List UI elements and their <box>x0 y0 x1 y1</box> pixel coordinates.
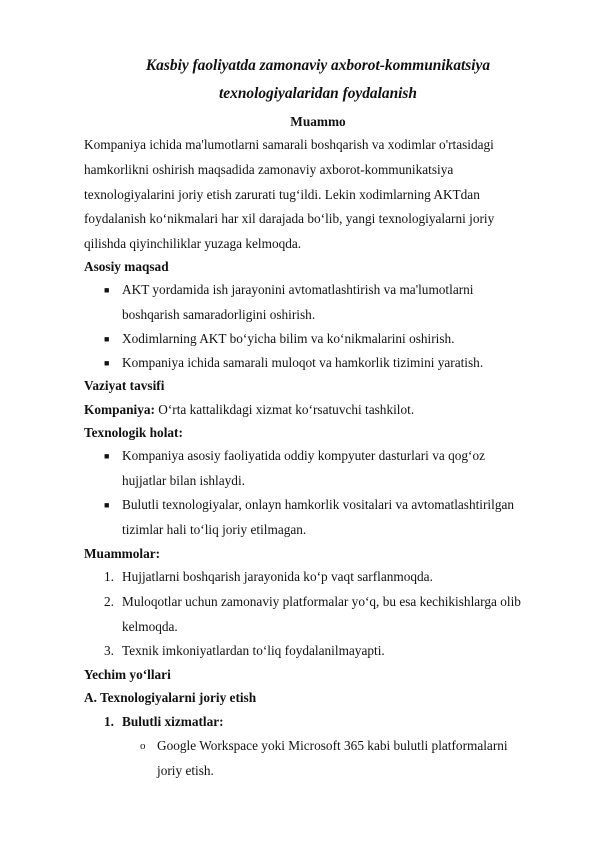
bullet-circle-icon: o <box>140 740 146 752</box>
sub-item-line: Google Workspace yoki Microsoft 365 kabi bulutli platformalarni <box>157 738 508 753</box>
tech-heading: Texnologik holat: <box>84 425 183 440</box>
list-number: 1. <box>104 714 114 729</box>
sub-heading: Bulutli xizmatlar: <box>122 714 224 729</box>
goal-item-line: Kompaniya ichida samarali muloqot va hamkorlik tizimini yaratish. <box>122 355 484 370</box>
document-title-line-2: texnologiyalaridan foydalanish <box>219 85 417 102</box>
document-title-line-1: Kasbiy faoliyatda zamonaviy axborot-kommunikatsiya <box>145 57 491 74</box>
problems-item-line: Texnik imkoniyatlardan to‘liq foydalanilmayapti. <box>122 643 385 658</box>
problems-item-line: Hujjatlarni boshqarish jarayonida ko‘p vaqt sarflanmoqda. <box>122 569 433 584</box>
list-number: 3. <box>104 643 114 658</box>
company-text: O‘rta kattalikdagi xizmat ko‘rsatuvchi tashkilot. <box>154 402 415 417</box>
tech-item-line: Bulutli texnologiyalar, onlayn hamkorlik vositalari va avtomatlashtirilgan <box>122 497 515 512</box>
solutions-heading: Yechim yo‘llari <box>84 667 171 682</box>
problems-item-line: kelmoqda. <box>122 619 178 634</box>
goal-item-line: AKT yordamida ish jarayonini avtomatlashtirish va ma'lumotlarni <box>122 282 474 297</box>
problem-paragraph-line: texnologiyalarini joriy etish zarurati tug‘ildi. Lekin xodimlarning AKTdan <box>84 187 480 202</box>
tech-item-line: Kompaniya asosiy faoliyatida oddiy kompyuter dasturlari va qog‘oz <box>122 448 485 463</box>
goal-heading: Asosiy maqsad <box>84 259 169 274</box>
situation-heading: Vaziyat tavsifi <box>84 378 165 393</box>
list-number: 2. <box>104 594 114 609</box>
goal-item-line: Xodimlarning AKT bo‘yicha bilim va ko‘nikmalarini oshirish. <box>122 331 455 346</box>
problem-paragraph-line: Kompaniya ichida ma'lumotlarni samarali boshqarish va xodimlar o'rtasidagi <box>84 137 494 152</box>
tech-item-line: hujjatlar bilan ishlaydi. <box>122 473 245 488</box>
company-label: Kompaniya: <box>84 402 155 417</box>
company-line <box>84 402 414 418</box>
problem-paragraph-line: qilishda qiyinchiliklar yuzaga kelmoqda. <box>84 236 302 251</box>
bullet-square-icon: ■ <box>104 285 110 295</box>
problem-heading: Muammo <box>290 114 346 129</box>
goal-item-line: boshqarish samaradorligini oshirish. <box>122 307 316 322</box>
list-number: 1. <box>104 569 114 584</box>
bullet-square-icon: ■ <box>104 451 110 461</box>
section-a-heading: A. Texnologiyalarni joriy etish <box>84 690 257 705</box>
bullet-square-icon: ■ <box>104 358 110 368</box>
bullet-square-icon: ■ <box>104 500 110 510</box>
tech-item-line: tizimlar hali to‘liq joriy etilmagan. <box>122 522 307 537</box>
sub-item-line: joriy etish. <box>157 763 214 778</box>
problems-item-line: Muloqotlar uchun zamonaviy platformalar yo‘q, bu esa kechikishlarga olib <box>122 594 521 609</box>
problem-paragraph-line: hamkorlikni oshirish maqsadida zamonaviy axborot-kommunikatsiya <box>84 162 454 177</box>
problems-heading: Muammolar: <box>84 546 161 561</box>
problem-paragraph-line: foydalanish ko‘nikmalari har xil darajada bo‘lib, yangi texnologiyalarni joriy <box>84 211 495 226</box>
bullet-square-icon: ■ <box>104 334 110 344</box>
